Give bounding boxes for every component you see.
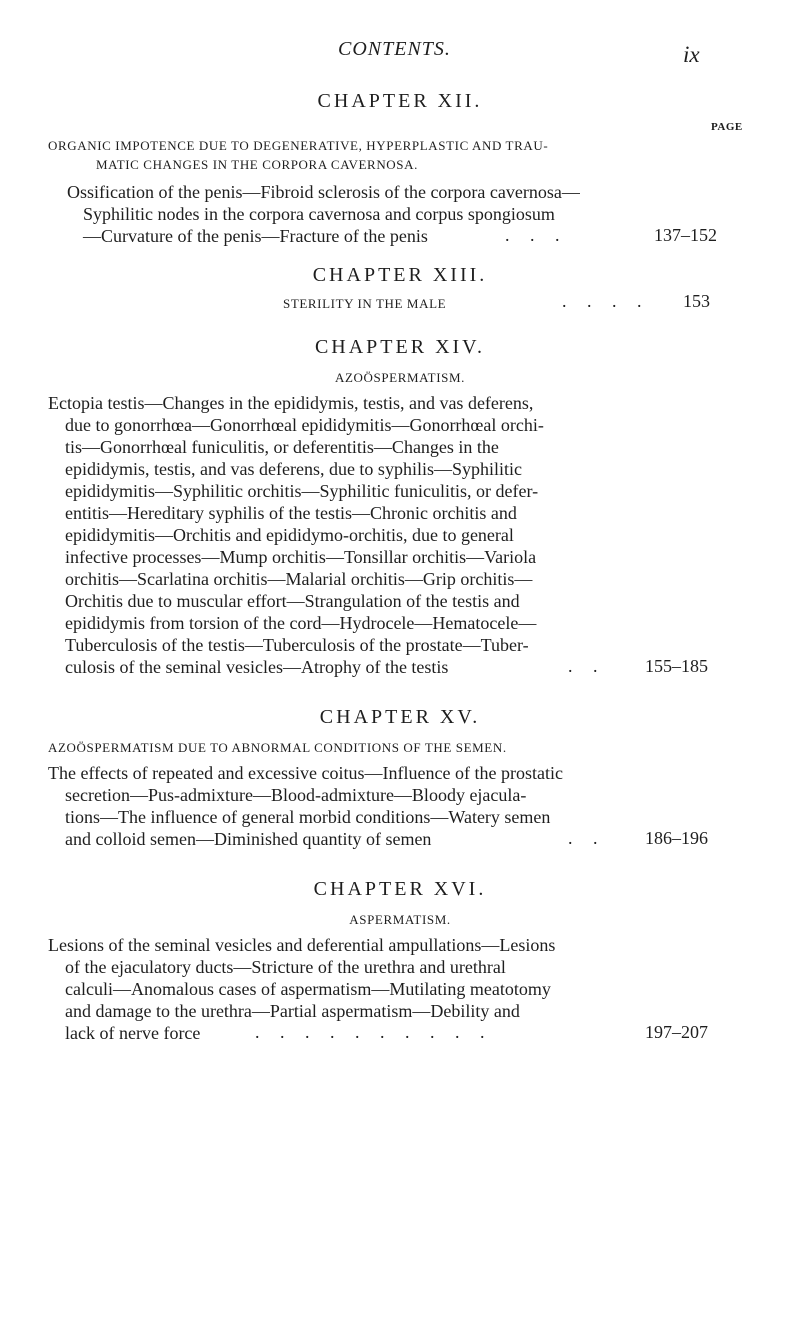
- chapter-xii-heading: CHAPTER XII.: [317, 90, 483, 112]
- entry-line: calculi—Anomalous cases of aspermatism—Mutilating meatotomy: [65, 979, 551, 999]
- chapter-xiv-page-range: 155–185: [645, 656, 708, 676]
- entry-line: of the ejaculatory ducts—Stricture of the urethra and urethral: [65, 957, 506, 977]
- entry-line: lack of nerve force: [65, 1023, 201, 1043]
- chapter-xvi-page-range: 197–207: [645, 1022, 708, 1042]
- chapter-xii-entry: [67, 181, 580, 247]
- chapter-xiv-heading: CHAPTER XIV.: [314, 336, 486, 358]
- entry-line: infective processes—Mump orchitis—Tonsillar orchitis—Variola: [65, 547, 537, 567]
- entry-line: Orchitis due to muscular effort—Strangulation of the testis and: [65, 591, 520, 611]
- entry-line: entitis—Hereditary syphilis of the testis—Chronic orchitis and: [65, 503, 517, 523]
- chapter-xii-subtitle-line-1: ORGANIC IMPOTENCE DUE TO DEGENERATIVE, HYPERPLASTIC AND TRAU-: [48, 138, 549, 153]
- entry-line: tions—The influence of general morbid conditions—Watery semen: [65, 807, 551, 827]
- chapter-xiv-subtitle: AZOÖSPERMATISM.: [335, 370, 465, 385]
- chapter-xv-page-range: 186–196: [645, 828, 708, 848]
- entry-line: Tuberculosis of the testis—Tuberculosis of the prostate—Tuber-: [65, 635, 529, 655]
- entry-line: epididymis from torsion of the cord—Hydrocele—Hematocele—: [65, 613, 537, 633]
- chapter-xiii-subtitle: STERILITY IN THE MALE: [283, 296, 447, 311]
- chapter-xiii-page: 153: [683, 291, 710, 311]
- entry-line: and damage to the urethra—Partial aspermatism—Debility and: [65, 1001, 520, 1021]
- chapter-xvi-subtitle: ASPERMATISM.: [349, 912, 451, 927]
- entry-line: Syphilitic nodes in the corpora cavernosa and corpus spongiosum: [83, 204, 555, 224]
- entry-line: epididymitis—Orchitis and epididymo-orchitis, due to general: [65, 525, 514, 545]
- chapter-xv-leaders: . .: [568, 828, 606, 848]
- entry-line: culosis of the seminal vesicles—Atrophy of the testis: [65, 657, 449, 677]
- entry-line: Ossification of the penis—Fibroid sclerosis of the corpora cavernosa—: [67, 182, 580, 202]
- entry-line: epididymitis—Syphilitic orchitis—Syphilitic funiculitis, or defer-: [65, 481, 539, 501]
- chapter-xv-entry: [48, 762, 563, 850]
- entry-line: epididymis, testis, and vas deferens, due to syphilis—Syphilitic: [65, 459, 522, 479]
- chapter-xvi-heading: CHAPTER XVI.: [313, 878, 487, 900]
- chapter-xiii-leaders: . . . .: [562, 291, 650, 311]
- running-head-title: CONTENTS.: [338, 38, 451, 60]
- chapter-xv-heading: CHAPTER XV.: [319, 706, 481, 728]
- entry-line: due to gonorrhœa—Gonorrhœal epididymitis—Gonorrhœal orchi-: [65, 415, 544, 435]
- chapter-xvi-leaders: . . . . . . . . . .: [255, 1022, 493, 1042]
- entry-line: orchitis—Scarlatina orchitis—Malarial orchitis—Grip orchitis—: [65, 569, 533, 589]
- entry-line: Lesions of the seminal vesicles and deferential ampullations—Lesions: [48, 935, 556, 955]
- chapter-xiv-entry: [48, 392, 544, 678]
- running-head: [0, 34, 800, 74]
- chapter-xiv-leaders: . .: [568, 656, 606, 676]
- entry-line: Ectopia testis—Changes in the epididymis, testis, and vas deferens,: [48, 393, 534, 413]
- entry-line: —Curvature of the penis—Fracture of the penis: [83, 226, 428, 246]
- entry-line: secretion—Pus-admixture—Blood-admixture—Bloody ejacula-: [65, 785, 527, 805]
- entry-line: and colloid semen—Diminished quantity of semen: [65, 829, 432, 849]
- chapter-xii-subtitle-line-2: MATIC CHANGES IN THE CORPORA CAVERNOSA.: [96, 157, 418, 172]
- entry-line: The effects of repeated and excessive coitus—Influence of the prostatic: [48, 763, 563, 783]
- page-number: ix: [683, 42, 700, 67]
- chapter-xii-leaders: . . .: [505, 225, 568, 245]
- page-column-label: PAGE: [711, 121, 743, 133]
- entry-line: tis—Gonorrhœal funiculitis, or deferentitis—Changes in the: [65, 437, 499, 457]
- chapter-xv-subtitle: AZOÖSPERMATISM DUE TO ABNORMAL CONDITIONS OF THE SEMEN.: [48, 740, 507, 755]
- chapter-xii-page-range: 137–152: [654, 225, 717, 245]
- chapter-xiii-heading: CHAPTER XIII.: [312, 264, 488, 286]
